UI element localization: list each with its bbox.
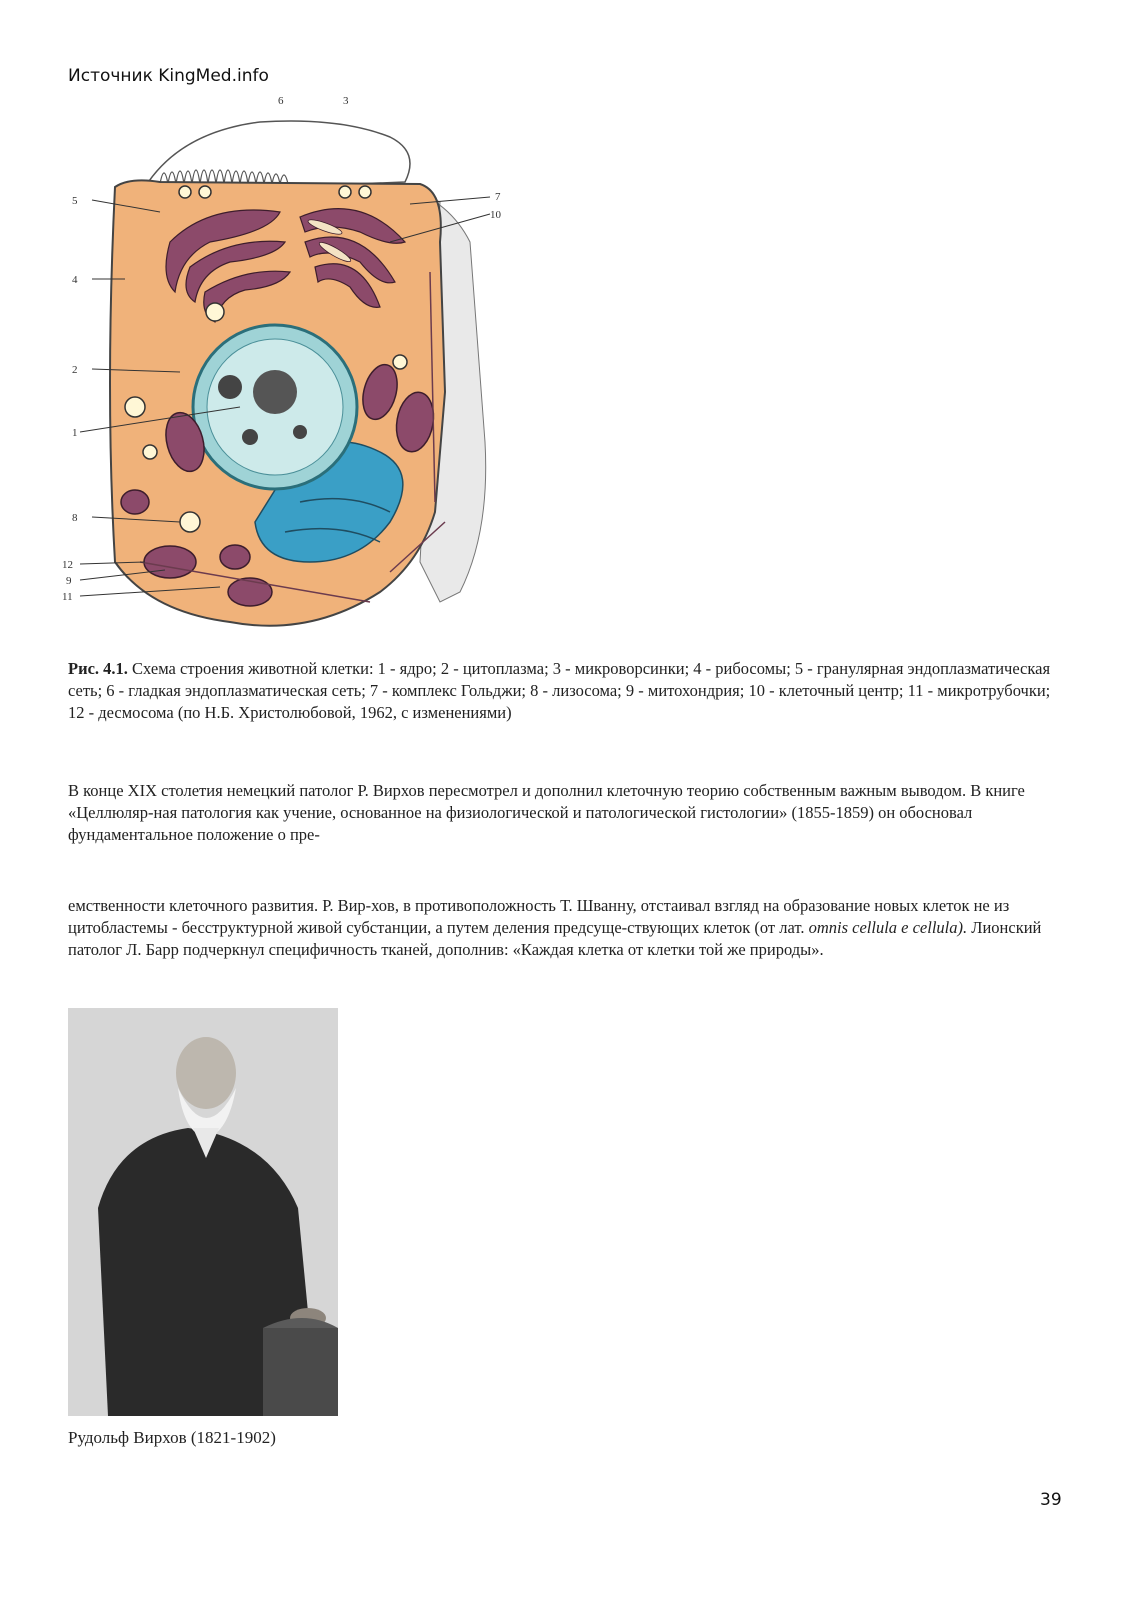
virchow-portrait-photo	[68, 1008, 338, 1416]
figure-label: 6	[278, 95, 284, 107]
figure-label: 12	[62, 559, 73, 571]
figure-label: 5	[72, 195, 78, 207]
figure-caption-prefix: Рис. 4.1.	[68, 659, 128, 678]
figure-label: 10	[490, 209, 501, 221]
source-header: Источник KingMed.info	[68, 66, 269, 86]
figure-label: 9	[66, 575, 72, 587]
figure-caption-text: Схема строения животной клетки: 1 - ядро; 2 - цитоплазма; 3 - микроворсинки; 4 - рибосомы; 5 - гранулярная эндоплазматическая сеть; 6 - гладкая эндоплазматическая сеть; 7 - комплекс Гольджи; 8 - лизосома; 9 - митохондрия; 10 - клеточный центр; 11 - микротрубочки; 12 - десмосома (по Н.Б. Христолюбовой, 1962, с изменениями)	[68, 659, 1051, 722]
figure-label: 11	[62, 591, 73, 603]
figure-label: 1	[72, 427, 78, 439]
photo-caption: Рудольф Вирхов (1821-1902)	[68, 1428, 276, 1447]
paragraph-2-start: емственности клеточного развития. Р. Вир-хов, в противоположность Т. Шванну, отстаивал взгляд на образование новых клеток не из цитобластемы - бесструктурной живой субстанции, а путем деления предсуще-ствующих клеток (от лат.	[68, 896, 1010, 937]
figure-caption	[68, 658, 1058, 724]
paragraph-2	[68, 895, 1058, 961]
figure-label: 3	[343, 95, 349, 107]
animal-cell-diagram	[60, 92, 520, 644]
figure-label: 4	[72, 274, 78, 286]
paragraph-1: В конце XIX столетия немецкий патолог Р. Вирхов пересмотрел и дополнил клеточную теорию собственным важным выводом. В книге «Целлюляр-ная патология как учение, основанное на физиологической и патологической гистологии» (1855-1859) он обосновал фундаментальное положение о пре-	[68, 781, 1025, 844]
latin-phrase: omnis cellula e cellula).	[808, 918, 968, 937]
figure-label: 2	[72, 364, 78, 376]
paragraph-2-end: Лионский патолог Л. Барр подчеркнул специфичность тканей, дополнив: «Каждая клетка от клетки той же природы».	[68, 918, 1042, 959]
portrait-illustration	[68, 1008, 338, 1416]
figure-label: 8	[72, 512, 78, 524]
cell-diagram-figure	[60, 92, 520, 644]
figure-label: 7	[495, 191, 501, 203]
page-number: 39	[1040, 1490, 1062, 1510]
